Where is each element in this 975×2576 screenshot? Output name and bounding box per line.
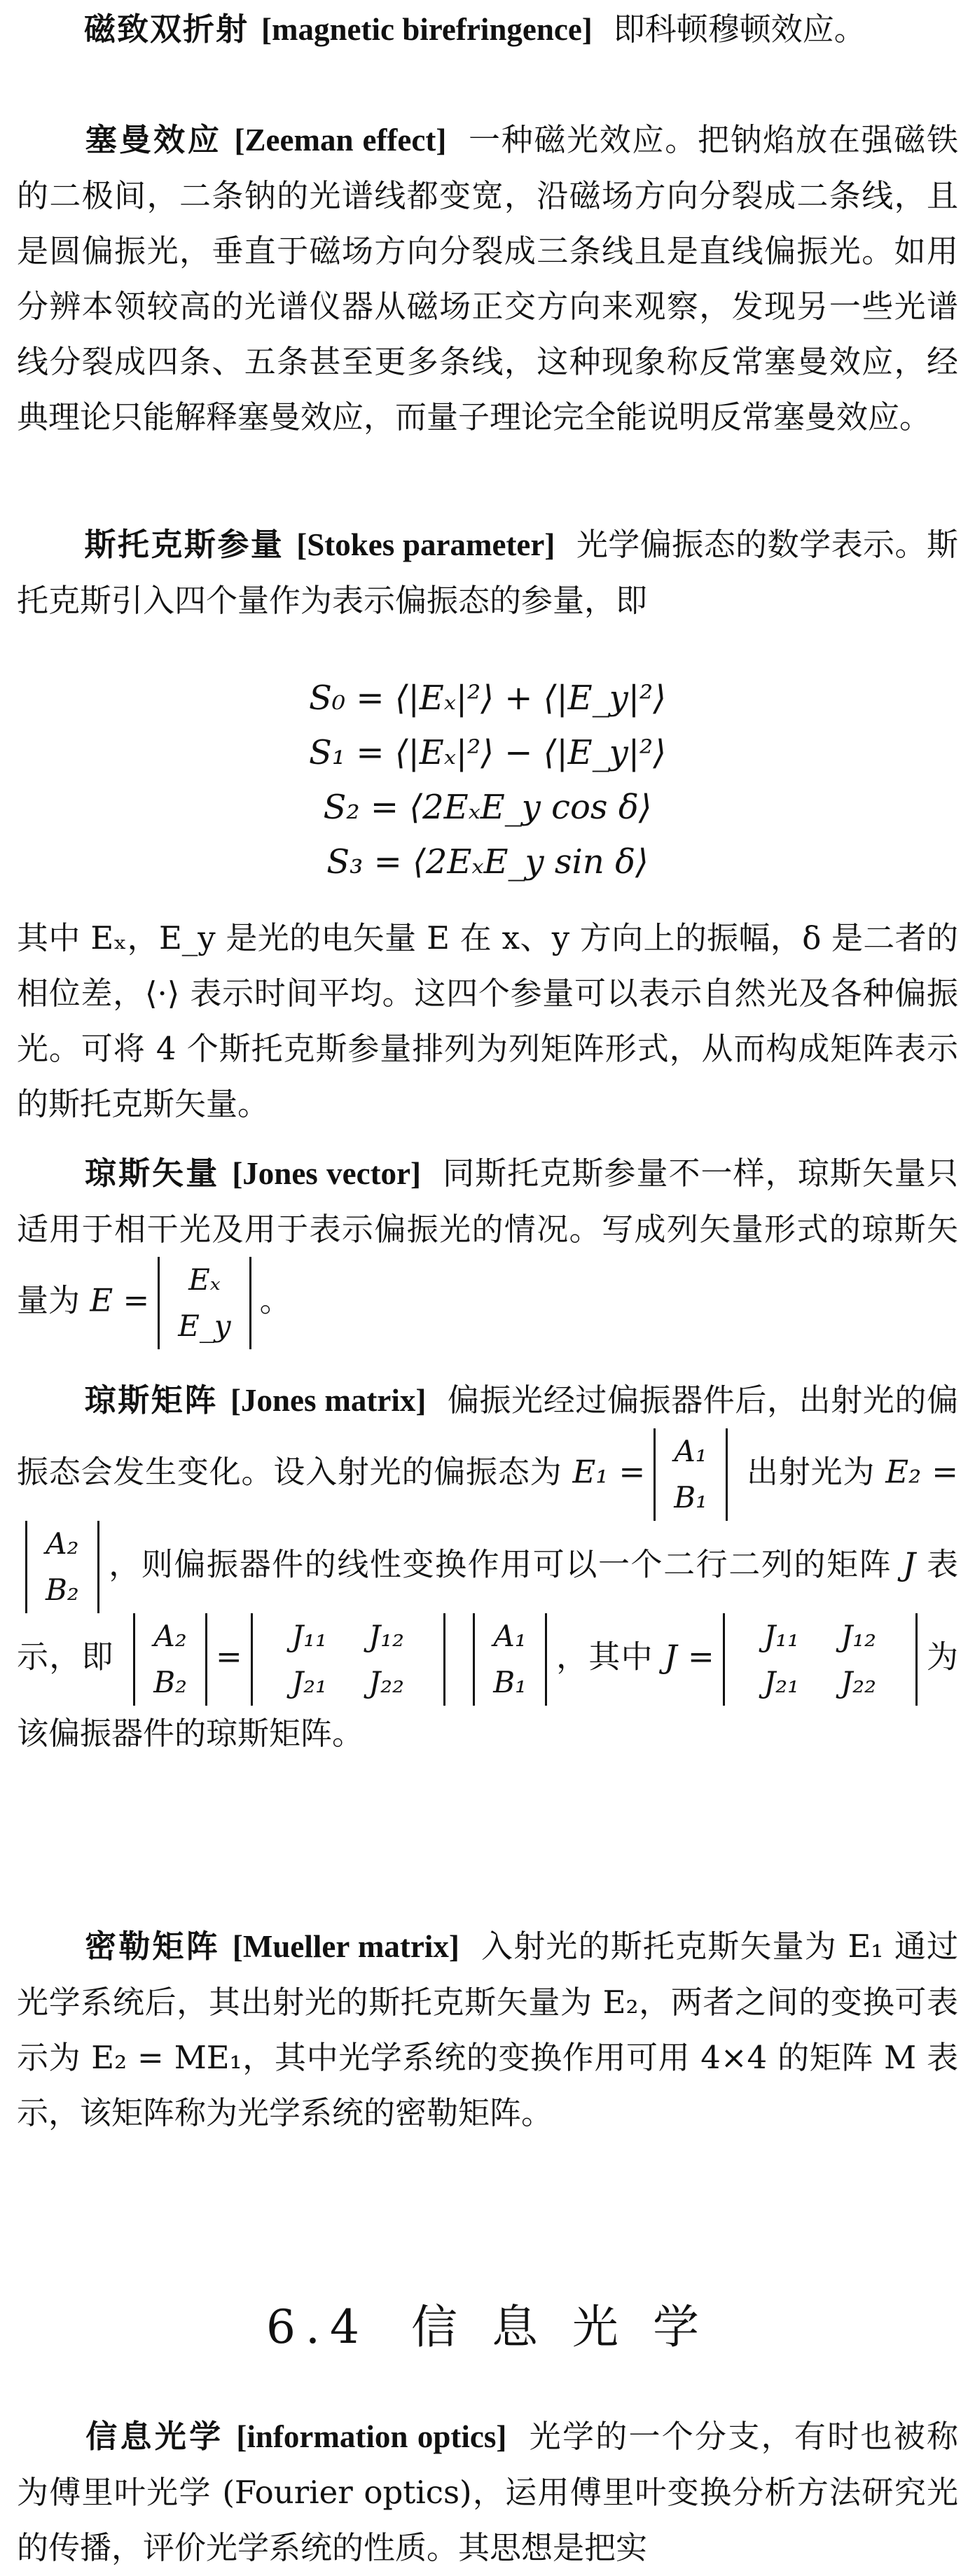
entry-text: 为该偏振器件的琼斯矩阵。 [17, 1638, 958, 1752]
entry-term: 密勒矩阵 [84, 1928, 220, 1965]
matrix-entry: J₂₁ [291, 1665, 327, 1699]
entry-text: 光学的一个分支，有时也被称为傅里叶光学 (Fourier optics)，运用傅里叶变换分析方法研究光的传播，评价光学系统的性质。其思想是把实 [17, 2418, 958, 2566]
entry-english: [information optics] [236, 2419, 507, 2454]
entry-text: 光学偏振态的数学表示。斯托克斯引入四个量作为表示偏振态的参量，即 [17, 526, 958, 619]
entry-text: ，则偏振器件的线性变换作用可以一个二行二列的矩阵 [107, 1545, 892, 1583]
matrix-entry: J₁₂ [368, 1619, 404, 1653]
output-vector-matrix-2 [133, 1613, 207, 1706]
stokes-equations [17, 671, 958, 889]
matrix-entry: A₂ [46, 1526, 79, 1561]
symbol-J: J [903, 1545, 916, 1583]
equation-s1: S₁ = ⟨|Eₓ|²⟩ − ⟨|E_y|²⟩ [309, 733, 666, 772]
entry-stokes-parameter [17, 517, 958, 628]
entry-term: 磁致双折射 [84, 11, 249, 48]
entry-text: 其中 Eₓ，E_y 是光的电矢量 E 在 x、y 方向上的振幅，δ 是二者的相位差，⟨·⟩ 表示时间平均。这四个参量可以表示自然光及各种偏振光。可将 4 个斯托克斯参量排列为列矩阵形式，从而构成矩阵表示的斯托克斯矢量。 [17, 919, 958, 1122]
formula-lhs: J = [664, 1638, 714, 1676]
entry-text: ，其中 [555, 1638, 654, 1676]
matrix-entry: J₂₂ [841, 1665, 876, 1699]
matrix-entry: A₁ [493, 1619, 527, 1653]
entry-english: [Mueller matrix] [232, 1929, 459, 1964]
entry-text: 同斯托克斯参量不一样，琼斯矢量只适用于相干光及用于表示偏振光的情况。写成列矢量形式的琼斯矢量为 [17, 1155, 958, 1319]
section-title: 信 息 光 学 [411, 2300, 709, 2354]
input-vector-matrix [654, 1428, 728, 1521]
formula-lhs: E₁ = [572, 1453, 646, 1491]
matrix-entry: J₂₁ [763, 1665, 799, 1699]
equation-s3: S₃ = ⟨2EₓE_y sin δ⟩ [326, 842, 649, 882]
entry-jones-matrix [17, 1372, 958, 1761]
entry-english: [Zeeman effect] [234, 123, 447, 158]
jones-matrix-2 [723, 1613, 918, 1706]
entry-term: 琼斯矢量 [84, 1155, 220, 1192]
section-heading [17, 2290, 958, 2356]
entry-text: 即科顿穆顿效应。 [613, 11, 866, 48]
matrix-entry: B₂ [46, 1573, 79, 1607]
jones-vector-matrix [158, 1257, 251, 1349]
matrix-entry: J₂₂ [368, 1665, 404, 1699]
jones-matrix [251, 1613, 445, 1706]
entry-information-optics [17, 2409, 958, 2575]
matrix-entry: Eₓ [188, 1262, 221, 1297]
entry-text: 表示，即 [17, 1545, 958, 1676]
entry-text: 入射光的斯托克斯矢量为 E₁ 通过光学系统后，其出射光的斯托克斯矢量为 E₂，两者之间的变换可表示为 E₂ = ME₁，其中光学系统的变换作用可用 4×4 的矩阵 M 表示，该矩阵称为光学系统的密勒矩阵。 [17, 1928, 959, 2131]
entry-english: [Jones matrix] [230, 1383, 427, 1418]
matrix-entry: B₁ [674, 1480, 707, 1515]
equation-s0: S₀ = ⟨|Eₓ|²⟩ + ⟨|E_y|²⟩ [309, 678, 666, 718]
matrix-entry: E_y [178, 1309, 231, 1343]
punctuation: 。 [259, 1281, 291, 1319]
entry-english: [Jones vector] [232, 1156, 422, 1191]
stokes-explanation [17, 910, 958, 1132]
entry-text: 一种磁光效应。把钠焰放在强磁铁的二极间，二条钠的光谱线都变宽，沿磁场方向分裂成二条线，且是圆偏振光，垂直于磁场方向分裂成三条线且是直线偏振光。如用分辨本领较高的光谱仪器从磁场正交方向来观察，发现另一些光谱线分裂成四条、五条甚至更多条线，这种现象称反常塞曼效应，经典理论只能解释塞曼效应，而量子理论完全能说明反常塞曼效应。 [17, 121, 958, 436]
output-vector-matrix [25, 1521, 99, 1613]
entry-term: 斯托克斯参量 [84, 526, 284, 563]
entry-term: 塞曼效应 [84, 121, 222, 158]
matrix-entry: J₁₁ [291, 1619, 327, 1653]
entry-term: 琼斯矩阵 [84, 1381, 219, 1419]
entry-zeeman-effect [17, 112, 958, 445]
entry-text: 偏振光经过偏振器件后，出射光的偏振态会发生变化。设入射光的偏振态为 [17, 1381, 958, 1491]
entry-text: 出射光为 [747, 1453, 876, 1491]
matrix-entry: J₁₁ [763, 1619, 799, 1653]
matrix-entry: B₂ [153, 1665, 187, 1699]
matrix-entry: A₂ [153, 1619, 187, 1653]
formula-lhs: E₂ = [885, 1453, 958, 1491]
formula-lhs: E = [90, 1281, 150, 1319]
entry-english: [Stokes parameter] [296, 527, 555, 562]
entry-magnetic-birefringence [17, 1, 958, 57]
matrix-entry: J₁₂ [841, 1619, 876, 1653]
equation-s2: S₂ = ⟨2EₓE_y cos δ⟩ [323, 788, 652, 827]
entry-jones-vector [17, 1146, 958, 1349]
matrix-entry: B₁ [493, 1665, 527, 1699]
equals-sign: = [215, 1638, 242, 1676]
input-vector-matrix-2 [473, 1613, 547, 1706]
section-number: 6.4 [266, 2300, 369, 2354]
entry-mueller-matrix [17, 1919, 958, 2140]
entry-english: [magnetic birefringence] [261, 12, 593, 47]
entry-term: 信息光学 [84, 2418, 224, 2455]
matrix-entry: A₁ [674, 1434, 707, 1468]
